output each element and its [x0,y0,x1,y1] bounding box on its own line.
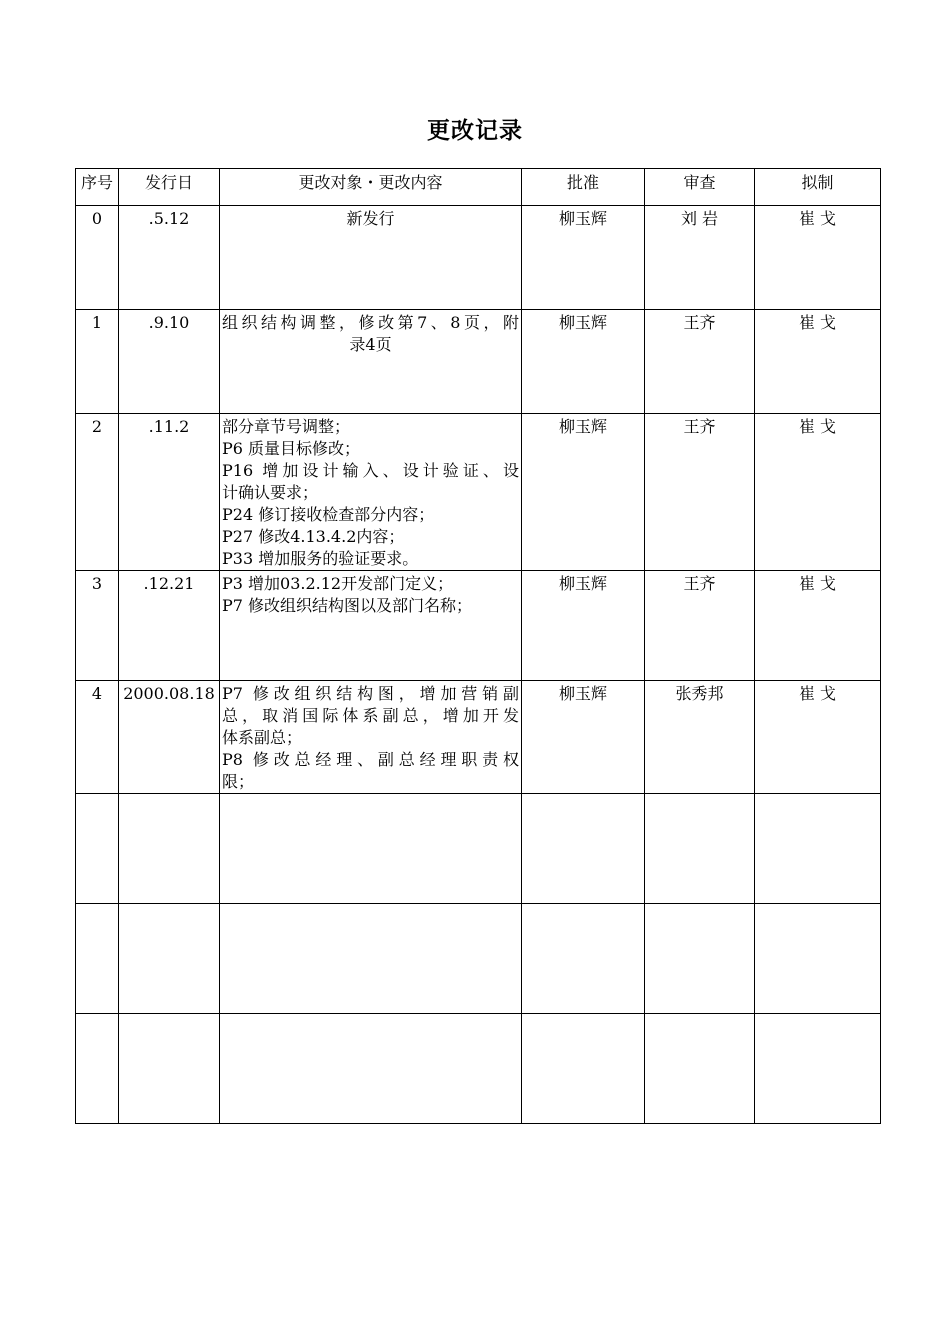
cell-date: .12.21 [119,571,220,681]
content-line: P7 修改组织结构图，增加营销副 [222,684,519,703]
cell-date [119,904,220,1014]
cell-review [645,904,755,1014]
cell-review [645,794,755,904]
cell-draft [755,904,881,1014]
header-draft: 拟制 [755,169,881,206]
cell-review: 王齐 [645,310,755,414]
table-row [76,571,881,681]
table-row [76,310,881,414]
content-line: 录4页 [349,335,392,354]
content-line: P27 修改4.13.4.2内容； [222,527,405,546]
cell-date: .11.2 [119,414,220,571]
cell-date [119,1014,220,1124]
content-line: 限； [222,772,255,791]
content-line: 组织结构调整，修改第7、8页，附 [222,313,519,332]
content-line: P33 增加服务的验证要求。 [222,549,419,568]
cell-content [220,1014,522,1124]
cell-content [220,414,522,571]
cell-content [220,206,522,310]
content-line: 体系副总； [222,728,303,747]
cell-draft [755,794,881,904]
cell-seq [76,904,119,1014]
cell-content [220,794,522,904]
cell-draft [755,1014,881,1124]
cell-content [220,310,522,414]
cell-date: .5.12 [119,206,220,310]
cell-date: 2000.08.18 [119,681,220,794]
cell-approve: 柳玉辉 [522,206,645,310]
content-line: P6 质量目标修改； [222,439,361,458]
cell-approve [522,1014,645,1124]
cell-review [645,1014,755,1124]
cell-content [220,904,522,1014]
content-line: P24 修订接收检查部分内容； [222,505,435,524]
cell-approve: 柳玉辉 [522,571,645,681]
cell-seq [76,1014,119,1124]
content-line: 总，取消国际体系副总，增加开发 [222,706,519,725]
cell-approve [522,904,645,1014]
table-row [76,794,881,904]
content-line: 计确认要求； [222,483,319,502]
header-approve: 批准 [522,169,645,206]
cell-review: 张秀邦 [645,681,755,794]
cell-seq: 4 [76,681,119,794]
cell-approve: 柳玉辉 [522,310,645,414]
content-line: 新发行 [346,209,395,228]
content-line: 部分章节号调整； [222,417,351,436]
cell-draft: 崔 戈 [755,414,881,571]
cell-date [119,794,220,904]
table-row [76,1014,881,1124]
page-title: 更改记录 [427,118,523,144]
cell-seq: 2 [76,414,119,571]
table-row [76,206,881,310]
cell-review: 王齐 [645,571,755,681]
cell-draft: 崔 戈 [755,310,881,414]
cell-draft: 崔 戈 [755,681,881,794]
header-content: 更改对象・更改内容 [220,169,522,206]
cell-content [220,571,522,681]
cell-approve [522,794,645,904]
cell-draft: 崔 戈 [755,206,881,310]
cell-review: 刘 岩 [645,206,755,310]
content-line: P16 增加设计输入、设计验证、设 [222,461,519,480]
content-line: P8 修改总经理、副总经理职责权 [222,750,519,769]
cell-draft: 崔 戈 [755,571,881,681]
cell-seq [76,794,119,904]
header-date: 发行日 [119,169,220,206]
table-row [76,414,881,571]
cell-approve: 柳玉辉 [522,414,645,571]
content-line: P7 修改组织结构图以及部门名称； [222,596,473,615]
table-body [76,206,881,1124]
change-record-table [75,168,881,1124]
cell-seq: 3 [76,571,119,681]
table-header-row [76,169,881,206]
cell-seq: 0 [76,206,119,310]
table-row [76,681,881,794]
cell-content [220,681,522,794]
cell-seq: 1 [76,310,119,414]
header-seq: 序号 [76,169,119,206]
cell-approve: 柳玉辉 [522,681,645,794]
cell-review: 王齐 [645,414,755,571]
cell-date: .9.10 [119,310,220,414]
table-row [76,904,881,1014]
content-line: P3 增加03.2.12开发部门定义； [222,574,454,593]
header-review: 审查 [645,169,755,206]
